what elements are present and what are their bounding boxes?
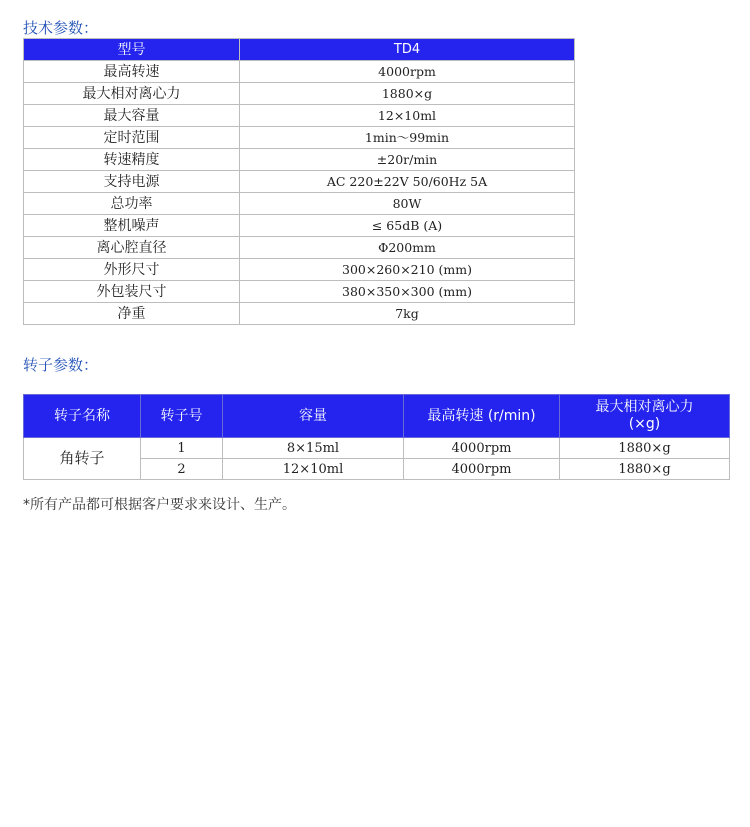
spec-value: TD4 <box>240 39 575 61</box>
header-max-rcf <box>560 395 730 438</box>
spec-value: 300×260×210 (mm) <box>240 259 575 281</box>
spec-value: 380×350×300 (mm) <box>240 281 575 303</box>
spec-row <box>24 193 575 215</box>
rotor-rcf-cell: 1880×g <box>560 459 730 480</box>
spec-label: 最大容量 <box>24 105 240 127</box>
spec-label: 最大相对离心力 <box>24 83 240 105</box>
rotor-section-title: 转子参数： <box>23 356 99 374</box>
header-capacity: 容量 <box>223 395 404 438</box>
spec-label: 支持电源 <box>24 171 240 193</box>
spec-row <box>24 303 575 325</box>
spec-label: 定时范围 <box>24 127 240 149</box>
spec-label: 最高转速 <box>24 61 240 83</box>
spec-row <box>24 149 575 171</box>
header-rotor-number: 转子号 <box>141 395 223 438</box>
rotor-speed-cell: 4000rpm <box>404 438 560 459</box>
header-max-rcf-line2: (×g) <box>628 416 661 432</box>
rotor-row <box>24 438 730 459</box>
rotor-name-cell: 角转子 <box>24 438 141 480</box>
spec-label: 外形尺寸 <box>24 259 240 281</box>
spec-row <box>24 39 575 61</box>
spec-value: ±20r/min <box>240 149 575 171</box>
header-rotor-name: 转子名称 <box>24 395 141 438</box>
spec-value: Φ200mm <box>240 237 575 259</box>
header-max-speed: 最高转速 (r/min) <box>404 395 560 438</box>
rotor-capacity-cell: 8×15ml <box>223 438 404 459</box>
rotor-table <box>23 394 730 480</box>
rotor-header-row <box>24 395 730 438</box>
spec-value: AC 220±22V 50/60Hz 5A <box>240 171 575 193</box>
spec-row <box>24 281 575 303</box>
spec-label: 整机噪声 <box>24 215 240 237</box>
header-max-rcf-line1: 最大相对离心力 <box>595 399 694 415</box>
spec-row <box>24 83 575 105</box>
spec-row <box>24 171 575 193</box>
rotor-capacity-cell: 12×10ml <box>223 459 404 480</box>
spec-row <box>24 215 575 237</box>
spec-row <box>24 105 575 127</box>
spec-value: 80W <box>240 193 575 215</box>
spec-label: 外包装尺寸 <box>24 281 240 303</box>
spec-label: 型号 <box>24 39 240 61</box>
spec-label: 离心腔直径 <box>24 237 240 259</box>
spec-value: 1min～99min <box>240 127 575 149</box>
spec-table <box>23 38 575 325</box>
spec-value: 12×10ml <box>240 105 575 127</box>
spec-label: 总功率 <box>24 193 240 215</box>
spec-label: 净重 <box>24 303 240 325</box>
spec-value: 1880×g <box>240 83 575 105</box>
spec-row <box>24 61 575 83</box>
spec-value: 4000rpm <box>240 61 575 83</box>
rotor-speed-cell: 4000rpm <box>404 459 560 480</box>
rotor-rcf-cell: 1880×g <box>560 438 730 459</box>
rotor-number-cell: 1 <box>141 438 223 459</box>
spec-row <box>24 259 575 281</box>
spec-row <box>24 127 575 149</box>
spec-section-title: 技术参数： <box>23 19 99 37</box>
spec-value: ≤ 65dB (A) <box>240 215 575 237</box>
spec-value: 7kg <box>240 303 575 325</box>
rotor-number-cell: 2 <box>141 459 223 480</box>
footnote: *所有产品都可根据客户要求来设计、生产。 <box>23 497 296 513</box>
spec-label: 转速精度 <box>24 149 240 171</box>
spec-row <box>24 237 575 259</box>
